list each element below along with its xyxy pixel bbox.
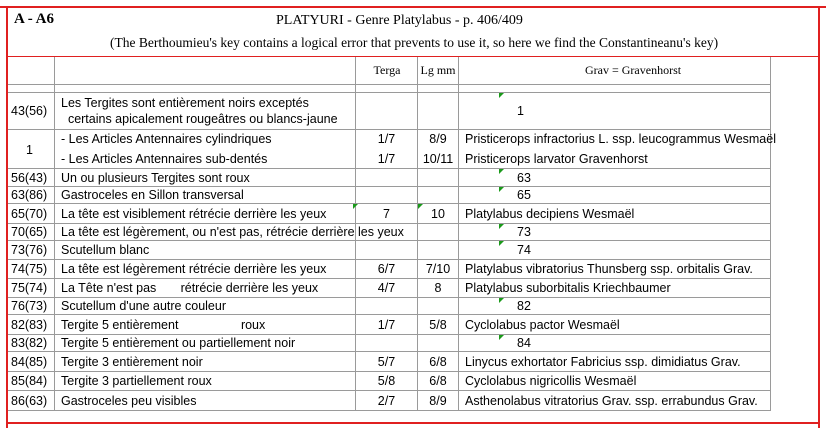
- row-number[interactable]: 43(56): [11, 104, 48, 118]
- grid-line: [8, 371, 770, 372]
- row-number[interactable]: 1: [26, 143, 33, 157]
- row-length[interactable]: 8/9: [429, 132, 447, 146]
- row-length[interactable]: 7/10: [425, 262, 451, 276]
- grid-line: [8, 92, 770, 93]
- row-terga[interactable]: 6/7: [377, 262, 396, 276]
- grid-line: [8, 186, 770, 187]
- row-description[interactable]: La tête est légèrement rétrécie derrière les yeux: [61, 262, 327, 276]
- row-length[interactable]: 8/9: [429, 394, 447, 408]
- frame-top: [0, 6, 826, 8]
- grid-column-line: [458, 57, 459, 411]
- row-result[interactable]: 82: [517, 299, 531, 313]
- row-description[interactable]: Tergite 5 entièrement ou partiellement noir: [61, 336, 296, 350]
- row-length[interactable]: 6/8: [429, 374, 447, 388]
- row-description[interactable]: Tergite 5 entièrement roux: [61, 318, 266, 332]
- row-length[interactable]: 10/11: [422, 152, 454, 166]
- frame-title-bottom: [6, 56, 820, 57]
- row-number[interactable]: 74(75): [11, 262, 48, 276]
- row-description[interactable]: Tergite 3 partiellement roux: [61, 374, 212, 388]
- row-description[interactable]: Gastroceles peu visibles: [61, 394, 197, 408]
- row-result[interactable]: Cyclolabus pactor Wesmaël: [465, 318, 620, 332]
- grid-line: [8, 240, 770, 241]
- row-result[interactable]: Pristicerops infractorius L. ssp. leucogrammus Wesmaël: [465, 132, 776, 146]
- row-number[interactable]: 84(85): [11, 355, 48, 369]
- grid-line: [8, 390, 770, 391]
- comment-marker: [499, 335, 504, 340]
- comment-marker: [499, 241, 504, 246]
- row-result[interactable]: Platylabus vibratorius Thunsberg ssp. orbitalis Grav.: [465, 262, 753, 276]
- comment-marker: [499, 298, 504, 303]
- comment-marker: [499, 187, 504, 192]
- row-result[interactable]: Platylabus decipiens Wesmaël: [465, 207, 635, 221]
- row-description[interactable]: Les Tergites sont entièrement noirs exceptés: [61, 96, 309, 110]
- grid-column-line: [54, 57, 55, 411]
- page-title: PLATYURI - Genre Platylabus - p. 406/409: [276, 13, 523, 28]
- row-result[interactable]: 63: [517, 171, 531, 185]
- column-header-grav[interactable]: Grav = Gravenhorst: [585, 63, 682, 77]
- row-description[interactable]: Un ou plusieurs Tergites sont roux: [61, 171, 250, 185]
- row-length[interactable]: 5/8: [429, 318, 447, 332]
- row-terga[interactable]: 1/7: [377, 132, 396, 146]
- row-result[interactable]: 84: [517, 336, 531, 350]
- grid-line: [8, 84, 770, 85]
- row-result[interactable]: Platylabus suborbitalis Kriechbaumer: [465, 281, 671, 295]
- row-length[interactable]: 6/8: [429, 355, 447, 369]
- frame-right: [818, 6, 820, 428]
- row-result[interactable]: 73: [517, 225, 531, 239]
- grid-line: [8, 334, 770, 335]
- grid-line: [8, 129, 770, 130]
- row-terga[interactable]: 5/8: [377, 374, 396, 388]
- row-number[interactable]: 82(83): [11, 318, 48, 332]
- row-description-continued[interactable]: certains apicalement rougeâtres ou blancs-jaune: [61, 112, 338, 126]
- row-number[interactable]: 86(63): [11, 394, 48, 408]
- row-number[interactable]: 63(86): [11, 188, 48, 202]
- column-header-lg[interactable]: Lg mm: [420, 63, 456, 77]
- row-description[interactable]: Tergite 3 entièrement noir: [61, 355, 203, 369]
- row-description[interactable]: La Tête n'est pas rétrécie derrière les yeux: [61, 281, 319, 295]
- row-number[interactable]: 65(70): [11, 207, 48, 221]
- row-result[interactable]: 1: [517, 104, 524, 118]
- grid-column-line: [770, 57, 771, 411]
- frame-bottom: [6, 422, 820, 424]
- grid-line: [8, 351, 770, 352]
- grid-line: [8, 203, 770, 204]
- row-number[interactable]: 70(65): [11, 225, 48, 239]
- column-header-terga[interactable]: Terga: [373, 63, 401, 77]
- row-number[interactable]: 73(76): [11, 243, 48, 257]
- row-description[interactable]: La tête est visiblement rétrécie derrière les yeux: [61, 207, 327, 221]
- row-terga[interactable]: 7: [383, 207, 390, 221]
- grid-line: [8, 410, 770, 411]
- row-description[interactable]: Scutellum blanc: [61, 243, 150, 257]
- row-description[interactable]: Scutellum d'une autre couleur: [61, 299, 226, 313]
- row-description[interactable]: La tête est légèrement, ou n'est pas, rétrécie derrière les yeux: [61, 225, 404, 239]
- row-result[interactable]: Cyclolabus nigricollis Wesmaël: [465, 374, 637, 388]
- row-number[interactable]: 75(74): [11, 281, 48, 295]
- row-terga[interactable]: 1/7: [377, 318, 396, 332]
- grid-line: [8, 168, 770, 169]
- row-description[interactable]: Gastroceles en Sillon transversal: [61, 188, 244, 202]
- row-terga[interactable]: 4/7: [377, 281, 396, 295]
- row-number[interactable]: 85(84): [11, 374, 48, 388]
- row-length[interactable]: 8: [434, 281, 442, 295]
- comment-marker: [499, 93, 504, 98]
- grid-line: [8, 297, 770, 298]
- row-result[interactable]: Linycus exhortator Fabricius ssp. dimidiatus Grav.: [465, 355, 741, 369]
- row-terga[interactable]: 2/7: [377, 394, 396, 408]
- row-description[interactable]: - Les Articles Antennaires sub-dentés: [61, 152, 268, 166]
- grid-line: [8, 223, 770, 224]
- comment-marker: [499, 169, 504, 174]
- frame-left: [6, 6, 8, 428]
- comment-marker: [499, 224, 504, 229]
- row-number[interactable]: 76(73): [11, 299, 48, 313]
- grid-line: [8, 314, 770, 315]
- row-result[interactable]: 74: [517, 243, 531, 257]
- row-result[interactable]: Asthenolabus vitratorius Grav. ssp. errabundus Grav.: [465, 394, 758, 408]
- grid-line: [8, 278, 770, 279]
- row-result[interactable]: Pristicerops larvator Gravenhorst: [465, 152, 648, 166]
- row-description[interactable]: - Les Articles Antennaires cylindriques: [61, 132, 272, 146]
- row-length[interactable]: 10: [431, 207, 445, 221]
- page-note: (The Berthoumieu's key contains a logical error that prevents to use it, so here we find the Constantineanu's key): [110, 35, 719, 50]
- row-number[interactable]: 83(82): [11, 336, 48, 350]
- grid-line: [8, 259, 770, 260]
- row-terga[interactable]: 5/7: [377, 355, 396, 369]
- sheet-code: A - A6: [14, 11, 55, 27]
- row-number[interactable]: 56(43): [11, 171, 48, 185]
- row-result[interactable]: 65: [517, 188, 531, 202]
- row-terga[interactable]: 1/7: [377, 152, 396, 166]
